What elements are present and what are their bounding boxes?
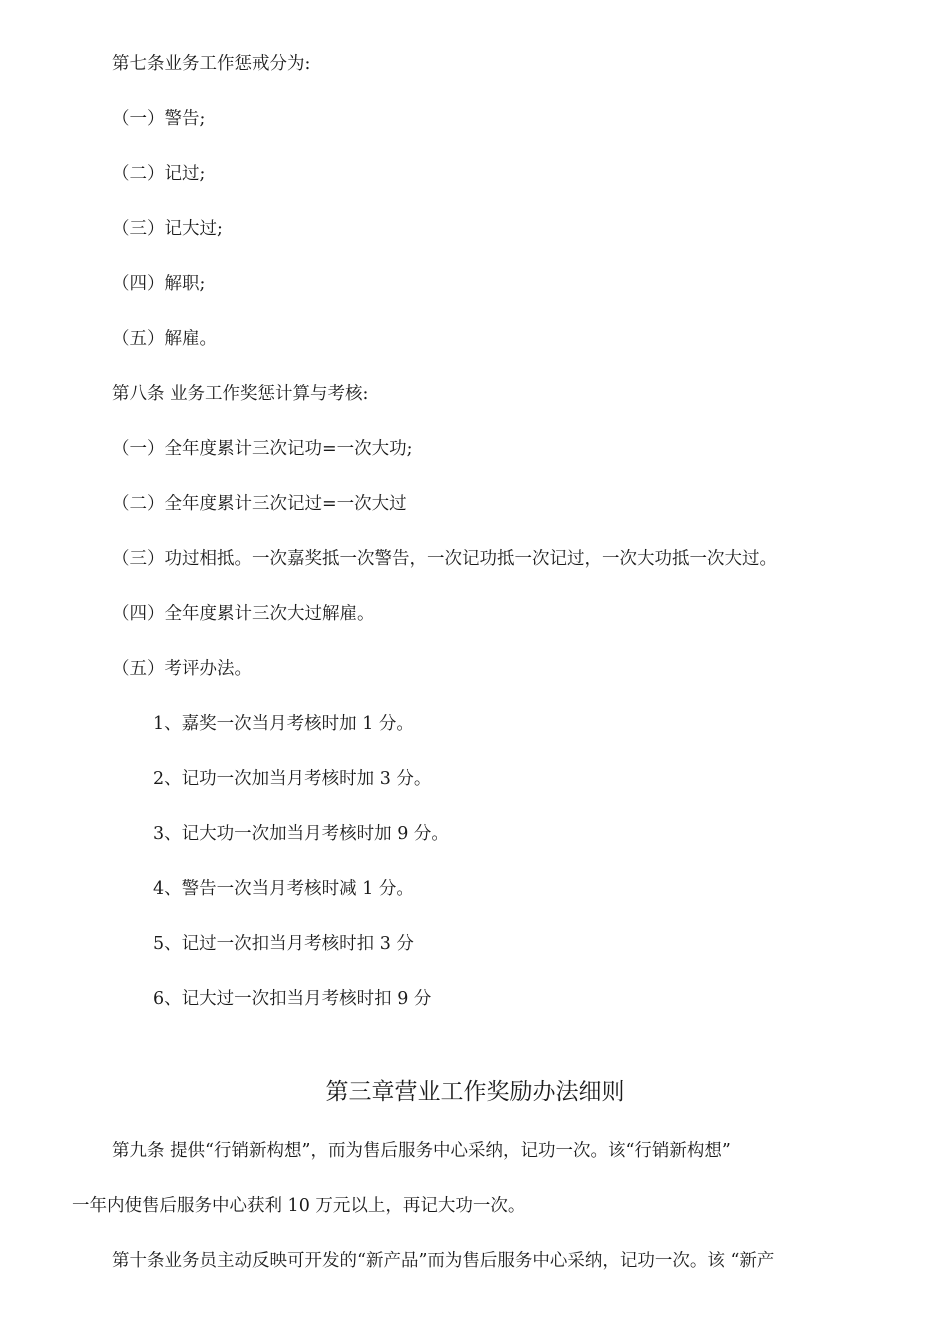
article10-line-1: 第十条业务员主动反映可开发的“新产品”而为售后服务中心采纳，记功一次。该 “新产 (112, 1251, 775, 1271)
chapter3-heading: 第三章营业工作奖励办法细则 (325, 1079, 625, 1105)
scoring-rule-5: 5、记过一次扣当月考核时扣 3 分 (153, 934, 414, 954)
article7-item-1: （一）警告; (112, 109, 206, 129)
article8-item-5: （五）考评办法。 (112, 659, 252, 679)
article7-item-4: （四）解职; (112, 274, 206, 294)
scoring-rule-1: 1、嘉奖一次当月考核时加 1 分。 (153, 714, 414, 734)
article9-line-2: 一年内使售后服务中心获利 10 万元以上，再记大功一次。 (72, 1196, 526, 1216)
article9-line-1: 第九条 提供“行销新构想”，而为售后服务中心采纳，记功一次。该“行销新构想” (112, 1141, 731, 1161)
article8-title: 第八条 业务工作奖惩计算与考核: (112, 384, 369, 404)
scoring-rule-4: 4、警告一次当月考核时减 1 分。 (153, 879, 414, 899)
article8-item-3: （三）功过相抵。一次嘉奖抵一次警告，一次记功抵一次记过，一次大功抵一次大过。 (112, 549, 777, 569)
article8-item-1: （一）全年度累计三次记功=一次大功; (112, 439, 413, 459)
scoring-rule-2: 2、记功一次加当月考核时加 3 分。 (153, 769, 432, 789)
scoring-rule-6: 6、记大过一次扣当月考核时扣 9 分 (153, 989, 432, 1009)
article8-item-4: （四）全年度累计三次大过解雇。 (112, 604, 375, 624)
article8-item-2: （二）全年度累计三次记过=一次大过 (112, 494, 407, 514)
article7-item-2: （二）记过; (112, 164, 206, 184)
article7-item-3: （三）记大过; (112, 219, 223, 239)
article7-title: 第七条业务工作惩戒分为: (112, 54, 311, 74)
article7-item-5: （五）解雇。 (112, 329, 217, 349)
scoring-rule-3: 3、记大功一次加当月考核时加 9 分。 (153, 824, 449, 844)
